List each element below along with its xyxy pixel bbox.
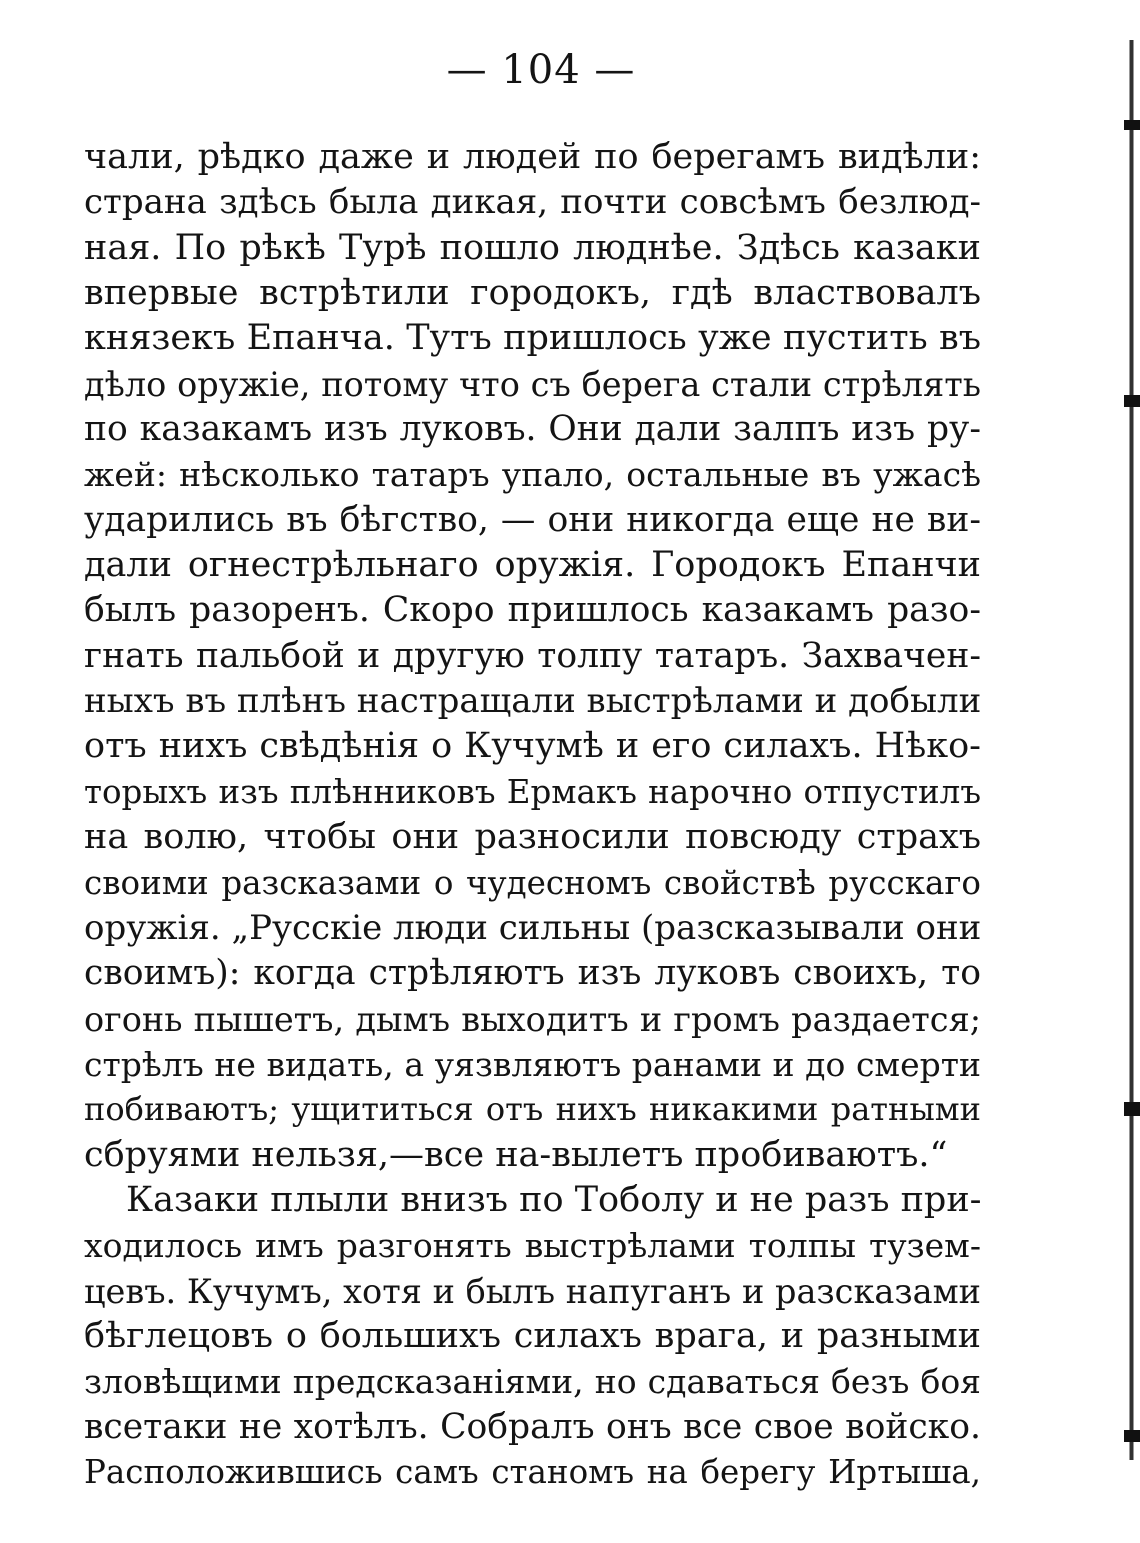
text-line: стрѣлъ не видать, а уязвляютъ ранами и до смерти — [84, 1044, 981, 1084]
text-line: князекъ Епанча. Тутъ пришлось уже пустить въ — [84, 318, 981, 359]
text-line: ныхъ въ плѣнъ настращали выстрѣлами и добыли — [84, 681, 982, 722]
text-line: цевъ. Кучумъ, хотя и былъ напуганъ и разсказами — [84, 1271, 981, 1311]
text-line: торыхъ изъ плѣнниковъ Ермакъ нарочно отпустилъ — [84, 772, 981, 811]
text-line: огонь пышетъ, дымъ выходитъ и громъ раздается; — [84, 999, 981, 1039]
binding-mark — [1124, 1430, 1140, 1442]
text-line: ударились въ бѣгство, — они никогда еще не ви- — [84, 499, 981, 540]
text-line: всетаки не хотѣлъ. Собралъ онъ все свое войско. — [84, 1406, 981, 1447]
text-line: бѣглецовъ о большихъ силахъ врага, и разными — [84, 1315, 981, 1356]
text-line: дали огнестрѣльнаго оружія. Городокъ Епанчи — [84, 545, 981, 586]
binding-mark — [1124, 120, 1140, 130]
text-line: Казаки плыли внизъ по Тоболу и не разъ при- — [126, 1179, 982, 1220]
text-line: побиваютъ; ущититься отъ нихъ никакими ратными — [84, 1090, 981, 1129]
text-line: сбруями нельзя,—все на-вылетъ пробиваютъ.“ — [84, 1134, 948, 1175]
text-line: жей: нѣсколько татаръ упало, остальные въ ужасѣ — [84, 455, 981, 495]
text-line: былъ разоренъ. Скоро пришлось казакамъ разо- — [84, 590, 981, 631]
text-line: на волю, чтобы они разносили повсюду страхъ — [84, 817, 981, 858]
page-binding-edge — [1126, 40, 1140, 1460]
text-line: чали, рѣдко даже и людей по берегамъ видѣли: — [84, 137, 981, 177]
binding-mark — [1124, 395, 1140, 407]
text-line: зловѣщими предсказаніями, но сдаваться безъ боя — [84, 1362, 981, 1402]
text-line: дѣло оружіе, потому что съ берега стали стрѣлять — [84, 364, 981, 404]
text-line: ходилось имъ разгонять выстрѣлами толпы тузем- — [84, 1226, 981, 1266]
text-line: Расположившись самъ станомъ на берегу Иртыша, — [84, 1452, 981, 1491]
text-line: оружія. „Русскіе люди сильны (разсказывали они — [84, 907, 982, 948]
body-text — [84, 135, 981, 1495]
text-line: своими разсказами о чудесномъ свойствѣ русскаго — [84, 863, 981, 902]
text-line: гнать пальбой и другую толпу татаръ. Захвачен- — [84, 635, 981, 676]
text-line: по казакамъ изъ луковъ. Они дали залпъ изъ ру- — [84, 409, 981, 450]
binding-mark — [1124, 1102, 1140, 1116]
text-line: страна здѣсь была дикая, почти совсѣмъ безлюд- — [84, 182, 981, 223]
text-line: ная. По рѣкѣ Турѣ пошло люднѣе. Здѣсь казаки — [84, 227, 981, 268]
text-line: отъ нихъ свѣдѣнія о Кучумѣ и его силахъ. Нѣко- — [84, 726, 981, 767]
text-line: своимъ): когда стрѣляютъ изъ луковъ своихъ, то — [84, 953, 981, 994]
text-line: впервые встрѣтили городокъ, гдѣ властвовалъ — [84, 273, 981, 314]
page-number: — 104 — — [446, 47, 636, 93]
